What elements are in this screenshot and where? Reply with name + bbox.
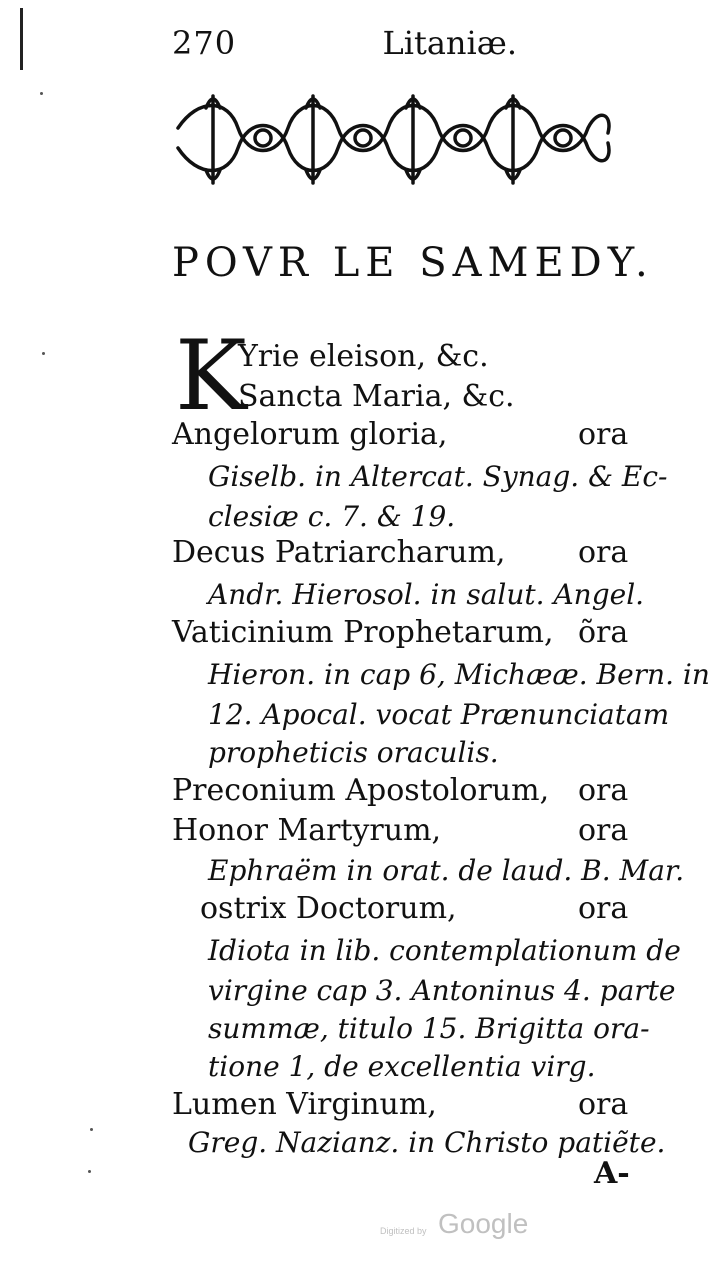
text-line: Vaticinium Prophetarum, bbox=[172, 615, 554, 650]
citation-line: Greg. Nazianz. in Christo patiẽte. bbox=[188, 1126, 666, 1159]
text-line: Honor Martyrum, bbox=[172, 813, 442, 848]
citation-line: tione 1, de excellentia virg. bbox=[208, 1050, 596, 1083]
ora-response: ora bbox=[578, 1087, 629, 1122]
text-line: Decus Patriarcharum, bbox=[172, 535, 506, 570]
text-line: Lumen Virginum, bbox=[172, 1087, 437, 1122]
google-logo: Google bbox=[438, 1208, 529, 1239]
citation-line: Andr. Hierosol. in salut. Angel. bbox=[208, 578, 645, 611]
text-line: Sancta Maria, &c. bbox=[238, 379, 515, 414]
citation-line: Hieron. in cap 6, Michææ. Bern. in bbox=[208, 658, 710, 691]
scan-speck bbox=[40, 92, 43, 95]
citation-line: 12. Apocal. vocat Prænunciatam bbox=[208, 698, 670, 731]
citation-line: propheticis oraculis. bbox=[208, 736, 499, 769]
running-head: Litaniæ. bbox=[382, 24, 517, 62]
text-line: ostrix Doctorum, bbox=[200, 891, 457, 926]
ora-response: ora bbox=[578, 417, 629, 452]
digitized-watermark bbox=[380, 1208, 540, 1248]
drop-capital: K bbox=[175, 320, 247, 432]
citation-line: clesiæ c. 7. & 19. bbox=[208, 500, 456, 533]
ora-response: ora bbox=[578, 773, 629, 808]
citation-line: virgine cap 3. Antoninus 4. parte bbox=[208, 974, 676, 1007]
fleuron-ornament-icon bbox=[168, 88, 618, 190]
citation-line: summæ, titulo 15. Brigitta ora- bbox=[208, 1012, 650, 1045]
text-line: Yrie eleison, &c. bbox=[238, 339, 489, 374]
citation-line: Idiota in lib. contemplationum de bbox=[208, 934, 681, 967]
section-title: POVR LE SAMEDY. bbox=[172, 240, 654, 286]
page-number: 270 bbox=[172, 24, 237, 62]
ora-response: õra bbox=[578, 615, 629, 650]
watermark-small-text: Digitized by bbox=[380, 1226, 427, 1236]
ora-response: ora bbox=[578, 535, 629, 570]
citation-line: Ephraëm in orat. de laud. B. Mar. bbox=[208, 854, 685, 887]
text-line: Angelorum gloria, bbox=[172, 417, 448, 452]
page-header bbox=[172, 22, 517, 66]
citation-line: Giselb. in Altercat. Synag. & Ec- bbox=[208, 460, 668, 493]
scan-speck bbox=[90, 1128, 93, 1131]
ora-response: ora bbox=[578, 891, 629, 926]
scan-edge-line bbox=[20, 8, 23, 70]
catchword: A- bbox=[594, 1156, 630, 1191]
scan-speck bbox=[42, 352, 45, 355]
text-line: Preconium Apostolorum, bbox=[172, 773, 550, 808]
scan-speck bbox=[88, 1170, 91, 1173]
ora-response: ora bbox=[578, 813, 629, 848]
